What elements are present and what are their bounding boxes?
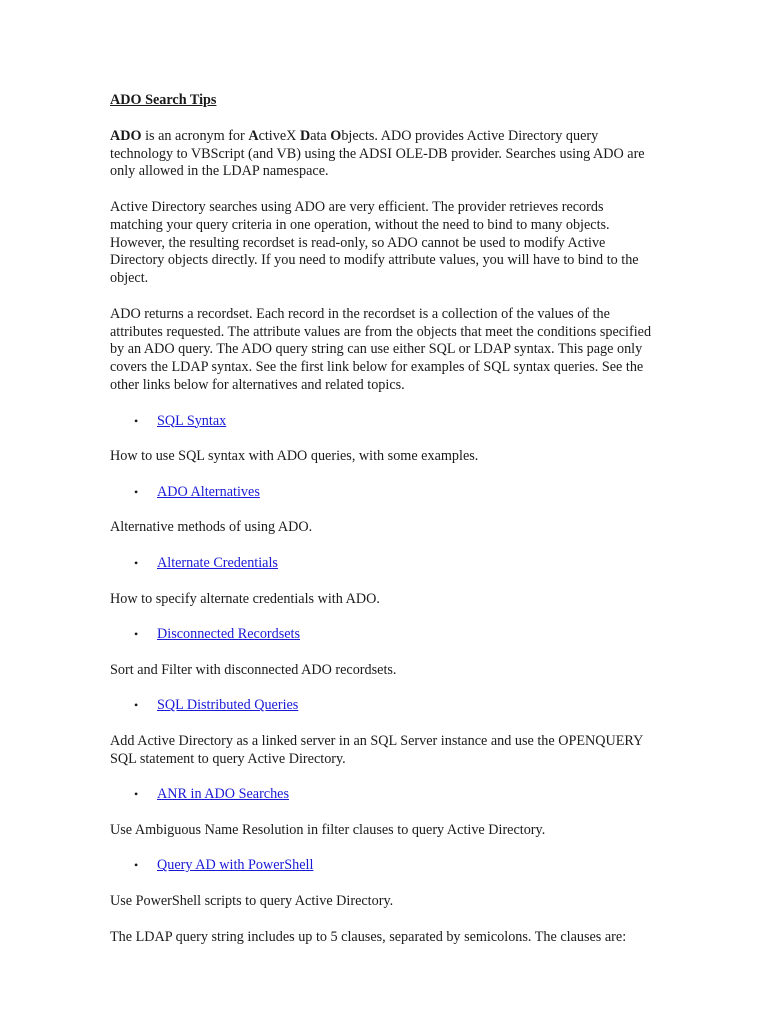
list-item [110, 413, 658, 431]
link-description: Use Ambiguous Name Resolution in filter clauses to query Active Directory. [110, 821, 546, 838]
ado-alternatives-link[interactable]: ADO Alternatives [157, 483, 260, 500]
link-description: How to specify alternate credentials with ADO. [110, 590, 380, 607]
ado-term: ADO [110, 127, 142, 144]
link-list [110, 413, 658, 431]
intro-paragraph-1 [110, 128, 658, 181]
list-item [110, 484, 658, 502]
link-list [110, 786, 658, 804]
list-item [110, 786, 658, 804]
link-list [110, 484, 658, 502]
sql-distributed-queries-link[interactable]: SQL Distributed Queries [157, 697, 299, 714]
link-description: How to use SQL syntax with ADO queries, with some examples. [110, 448, 479, 465]
intro-text: ata [310, 127, 331, 144]
intro-paragraph-3: ADO returns a recordset. Each record in the recordset is a collection of the values of the attributes requested. The attribute values are from the objects that meet the conditions specified by an ADO query. The ADO query string can use either SQL or LDAP syntax. This page only covers the LDAP syntax. See the first link below for examples of SQL syntax queries. See the other links below for alternatives and related topics. [110, 305, 652, 393]
alternate-credentials-link[interactable]: Alternate Credentials [157, 554, 278, 571]
link-list [110, 697, 658, 715]
list-item [110, 857, 658, 875]
link-description: Sort and Filter with disconnected ADO recordsets. [110, 661, 397, 678]
closing-paragraph: The LDAP query string includes up to 5 clauses, separated by semicolons. The clauses are: [110, 928, 627, 945]
acronym-letter-o: O [330, 127, 342, 144]
bullet-icon: • [134, 858, 139, 873]
intro-text: X [286, 127, 300, 144]
query-ad-with-powershell-link[interactable]: Query AD with PowerShell [157, 857, 314, 874]
link-list [110, 857, 658, 875]
link-description: Add Active Directory as a linked server in an SQL Server instance and use the OPENQUERY SQL statement to query Active Directory. [110, 732, 643, 767]
disconnected-recordsets-link[interactable]: Disconnected Recordsets [157, 626, 301, 643]
bullet-icon: • [134, 484, 139, 499]
page-title: ADO Search Tips [110, 92, 217, 108]
acronym-letter-d: D [299, 127, 311, 144]
intro-paragraph-2: Active Directory searches using ADO are very efficient. The provider retrieves records matching your query criteria in one operation, without the need to bind to many objects. However, the resulting recordset is read-only, so ADO cannot be used to modify Active Directory objects directly. If you need to modify attribute values, you will have to bind to the object. [110, 198, 639, 287]
bullet-icon: • [134, 413, 139, 428]
list-item [110, 697, 658, 715]
list-item [110, 626, 658, 644]
link-description: Alternative methods of using ADO. [110, 519, 313, 536]
bullet-icon: • [134, 698, 139, 713]
link-description: Use PowerShell scripts to query Active Directory. [110, 893, 394, 910]
intro-text: is an acronym for [141, 127, 249, 144]
bullet-icon: • [134, 627, 139, 642]
intro-text: bjects. ADO provides Active Directory query technology to VBScript (and VB) using the ADSI OLE-DB provider. Searches using ADO are only allowed in the LDAP namespace. [110, 127, 645, 180]
sql-syntax-link[interactable]: SQL Syntax [157, 412, 227, 429]
link-list [110, 626, 658, 644]
bullet-icon: • [134, 787, 139, 802]
intro-text: ctive [258, 127, 287, 144]
bullet-icon: • [134, 555, 139, 570]
acronym-letter-a: A [248, 127, 259, 144]
anr-in-ado-searches-link[interactable]: ANR in ADO Searches [157, 786, 290, 803]
document-page [110, 92, 658, 964]
list-item [110, 555, 658, 573]
link-list [110, 555, 658, 573]
